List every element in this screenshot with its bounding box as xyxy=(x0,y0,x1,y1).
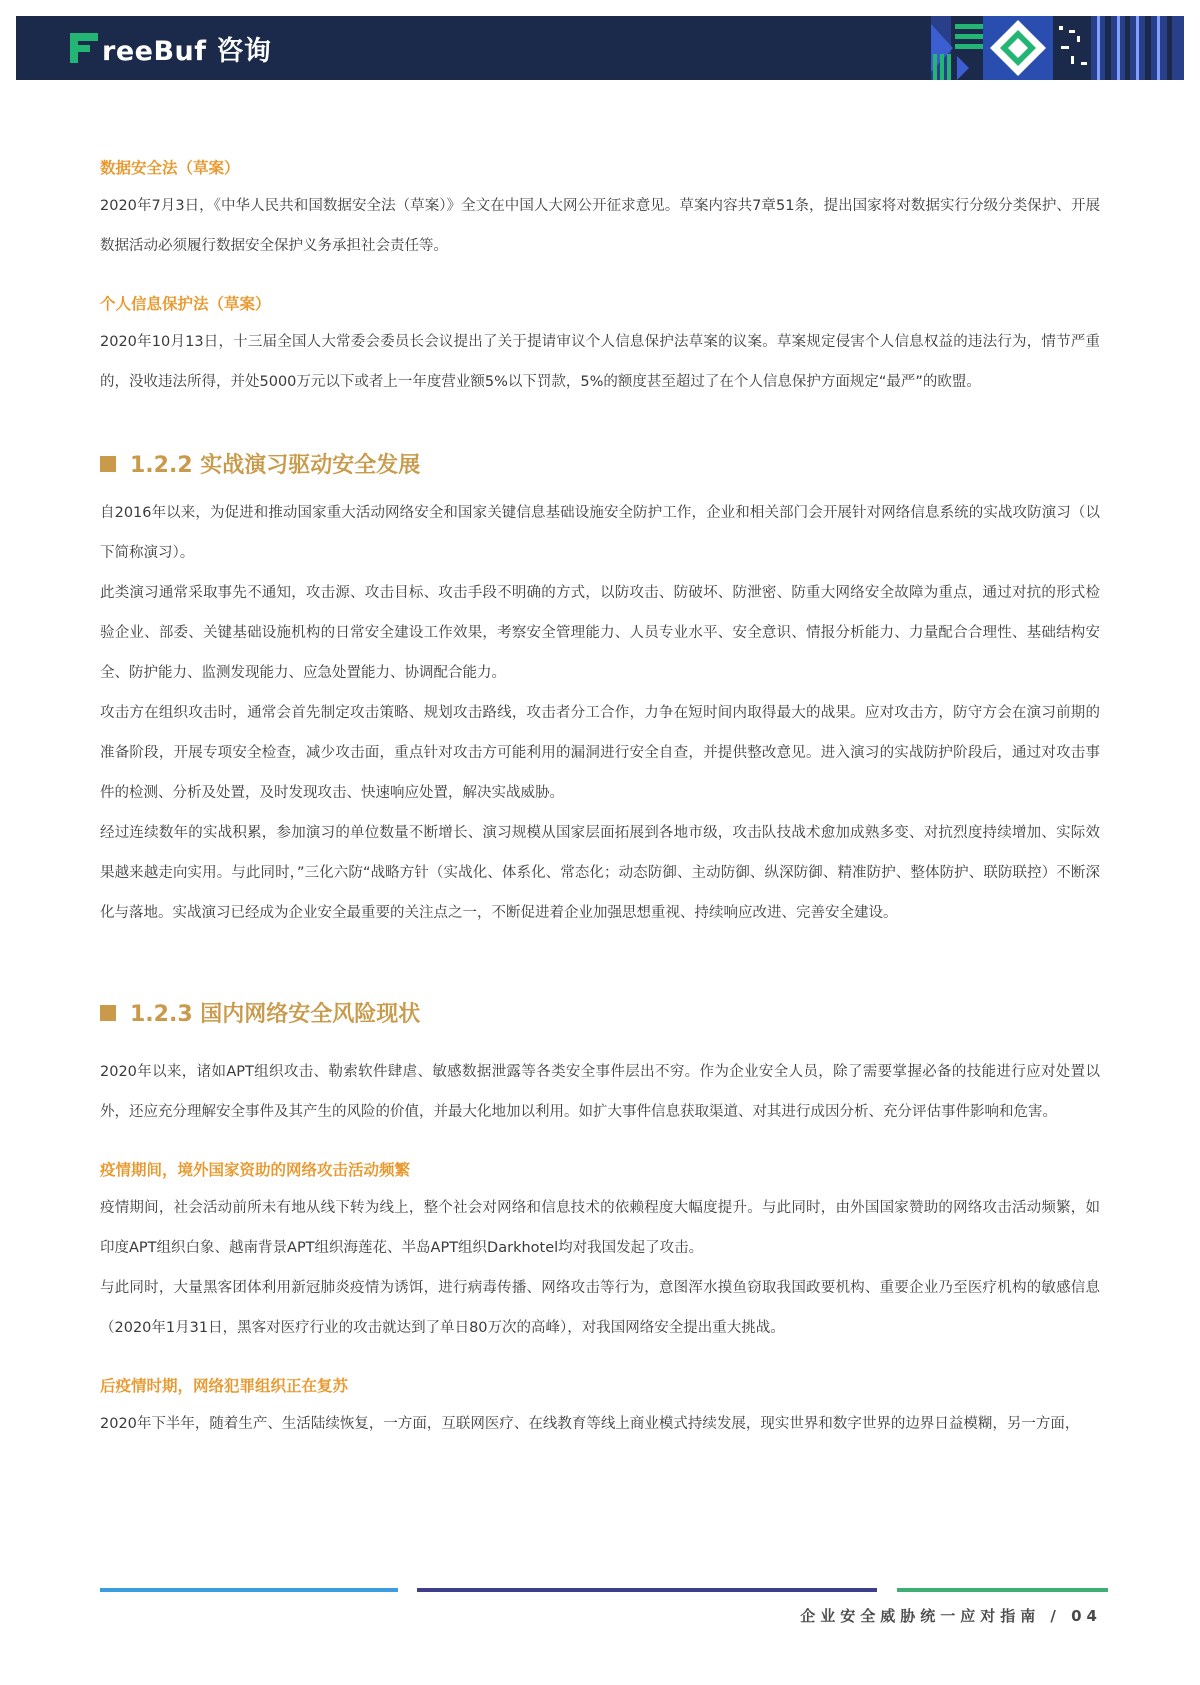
square-bullet-icon xyxy=(100,1005,116,1021)
subhead-data-security-law: 数据安全法（草案） xyxy=(100,159,240,177)
footer-page-label: 企业安全威胁统一应对指南 / 04 xyxy=(800,1607,1102,1625)
subhead-pandemic-attacks: 疫情期间，境外国家资助的网络攻击活动频繁 xyxy=(100,1161,411,1179)
section-title: 1.2.3 国内网络安全风险现状 xyxy=(130,1002,421,1027)
subhead-personal-info-law: 个人信息保护法（草案） xyxy=(100,295,271,313)
square-bullet-icon xyxy=(100,456,116,472)
paragraph: 2020年10月13日，十三届全国人大常委会委员长会议提出了关于提请审议个人信息保护法草案的议案。草案规定侵害个人信息权益的违法行为，情节严重的，没收违法所得，并处5000万元以下或者上一年度营业额5%以下罚款，5%的额度甚至超过了在个人信息保护方面规定“最严”的欧盟。 xyxy=(100,334,1100,390)
logo-text: reeBuf 咨询 xyxy=(102,35,272,67)
paragraph: 自2016年以来，为促进和推动国家重大活动网络安全和国家关键信息基础设施安全防护工作，企业和相关部门会开展针对网络信息系统的实战攻防演习（以下简称演习）。 xyxy=(100,505,1100,561)
footer-line-green xyxy=(897,1588,1108,1592)
footer-line-navy xyxy=(417,1588,877,1592)
page-content xyxy=(100,140,1100,1444)
paragraph: 2020年7月3日，《中华人民共和国数据安全法（草案）》全文在中国人大网公开征求意见。草案内容共7章51条，提出国家将对数据实行分级分类保护、开展数据活动必须履行数据安全保护义务承担社会责任等。 xyxy=(100,198,1100,254)
paragraph: 攻击方在组织攻击时，通常会首先制定攻击策略、规划攻击路线，攻击者分工合作，力争在短时间内取得最大的战果。应对攻击方，防守方会在演习前期的准备阶段，开展专项安全检查，减少攻击面，重点针对攻击方可能利用的漏洞进行安全自查，并提供整改意见。进入演习的实战防护阶段后，通过对攻击事件的检测、分析及处置，及时发现攻击、快速响应处置，解决实战威胁。 xyxy=(100,705,1100,801)
section-title: 1.2.2 实战演习驱动安全发展 xyxy=(130,453,421,478)
header-decoration-icon xyxy=(931,16,1184,80)
section-heading-1-2-2 xyxy=(100,448,1100,479)
paragraph: 2020年下半年，随着生产、生活陆续恢复，一方面，互联网医疗、在线教育等线上商业模式持续发展，现实世界和数字世界的边界日益模糊，另一方面， xyxy=(100,1416,1080,1432)
footer-line-blue xyxy=(100,1588,398,1592)
paragraph: 此类演习通常采取事先不通知，攻击源、攻击目标、攻击手段不明确的方式，以防攻击、防破坏、防泄密、防重大网络安全故障为重点，通过对抗的形式检验企业、部委、关键基础设施机构的日常安全建设工作效果，考察安全管理能力、人员专业水平、安全意识、情报分析能力、力量配合合理性、基础结构安全、防护能力、监测发现能力、应急处置能力、协调配合能力。 xyxy=(100,585,1100,681)
section-heading-1-2-3 xyxy=(100,997,1100,1028)
paragraph: 疫情期间，社会活动前所未有地从线下转为线上，整个社会对网络和信息技术的依赖程度大幅度提升。与此同时，由外国国家赞助的网络攻击活动频繁，如印度APT组织白象、越南背景APT组织海莲花、半岛APT组织Darkhotel均对我国发起了攻击。 xyxy=(100,1200,1100,1256)
paragraph: 与此同时，大量黑客团体利用新冠肺炎疫情为诱饵，进行病毒传播、网络攻击等行为，意图浑水摸鱼窃取我国政要机构、重要企业乃至医疗机构的敏感信息（2020年1月31日，黑客对医疗行业的攻击就达到了单日80万次的高峰），对我国网络安全提出重大挑战。 xyxy=(100,1280,1100,1336)
freebuf-f-icon xyxy=(70,33,98,63)
paragraph: 经过连续数年的实战积累，参加演习的单位数量不断增长、演习规模从国家层面拓展到各地市级，攻击队技战术愈加成熟多变、对抗烈度持续增加、实际效果越来越走向实用。与此同时，”三化六防“战略方针（实战化、体系化、常态化；动态防御、主动防御、纵深防御、精准防护、整体防护、联防联控）不断深化与落地。实战演习已经成为企业安全最重要的关注点之一，不断促进着企业加强思想重视、持续响应改进、完善安全建设。 xyxy=(100,825,1100,921)
paragraph: 2020年以来，诸如APT组织攻击、勒索软件肆虐、敏感数据泄露等各类安全事件层出不穷。作为企业安全人员，除了需要掌握必备的技能进行应对处置以外，还应充分理解安全事件及其产生的风险的价值，并最大化地加以利用。如扩大事件信息获取渠道、对其进行成因分析、充分评估事件影响和危害。 xyxy=(100,1064,1100,1120)
footer-divider xyxy=(100,1588,1108,1592)
freebuf-logo xyxy=(70,28,271,68)
page-header xyxy=(16,16,1184,80)
subhead-post-pandemic-crime: 后疫情时期，网络犯罪组织正在复苏 xyxy=(100,1377,349,1395)
